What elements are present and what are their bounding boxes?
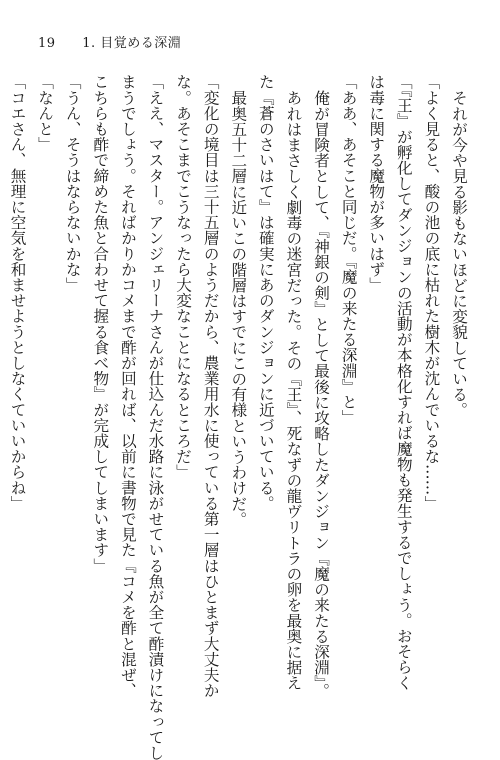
page-number: 19 [38,36,56,51]
text-line: な。あそこまでこうなったら大変なことになるところだ」 [174,74,193,480]
text-line: それが今や見る影もないほどに変貌している。 [450,89,468,418]
chapter-title: 1. 目覚める深淵 [82,36,182,51]
text-line: 「ああ、あそこと同じだ。『魔の来たる深淵』と」 [339,74,358,425]
text-line: 「変化の境目は三十五層のようだから、農業用水に使っている第一層はひとまず大丈夫か [201,74,220,698]
text-line: あれはまさしく劇毒の迷宮だった。その『王』、死なずの龍ヴリトラの卵を最奥に据え [284,89,303,691]
text-line: 「よく見ると、酸の池の底に枯れた樹木が沈んでいるな……」 [422,74,441,511]
text-line: まうでしょう。そればかりかコメまで酢が回れば、以前に書物で見た『コメを酢と混ぜ、 [118,74,137,698]
text-line: 「『王』が孵化してダンジョンの活動が本格化すれば魔物も発生するでしょう。おそらく [394,74,413,691]
text-line: こちらも酢で締めた魚と合わせて握る食べ物』が完成してしまいます」 [91,74,110,574]
text-line: 俺が冒険者として、『神銀の剣』として最後に攻略したダンジョン『魔の来たる深淵』。 [312,89,331,698]
running-header [38,36,181,52]
vertical-body-text [8,74,472,760]
text-line: 「ええ、マスター。アンジェリーナさんが仕込んだ水路に泳がせている魚が全て酢漬けになってし [146,74,165,760]
text-line: 「コエさん、無理に空気を和ませようとしなくていいからね」 [8,74,27,511]
text-line: た『蒼のさいはて』は確実にあのダンジョンに近づいている。 [256,74,275,511]
text-line: は毒に関する魔物が多いはず」 [367,74,386,293]
text-line: 「うん、そうはならないかな」 [63,74,82,293]
text-line: 「なんと」 [36,74,55,152]
text-line: 最奥五十二層に近いこの階層はすでにこの有様というわけだ。 [229,89,248,527]
